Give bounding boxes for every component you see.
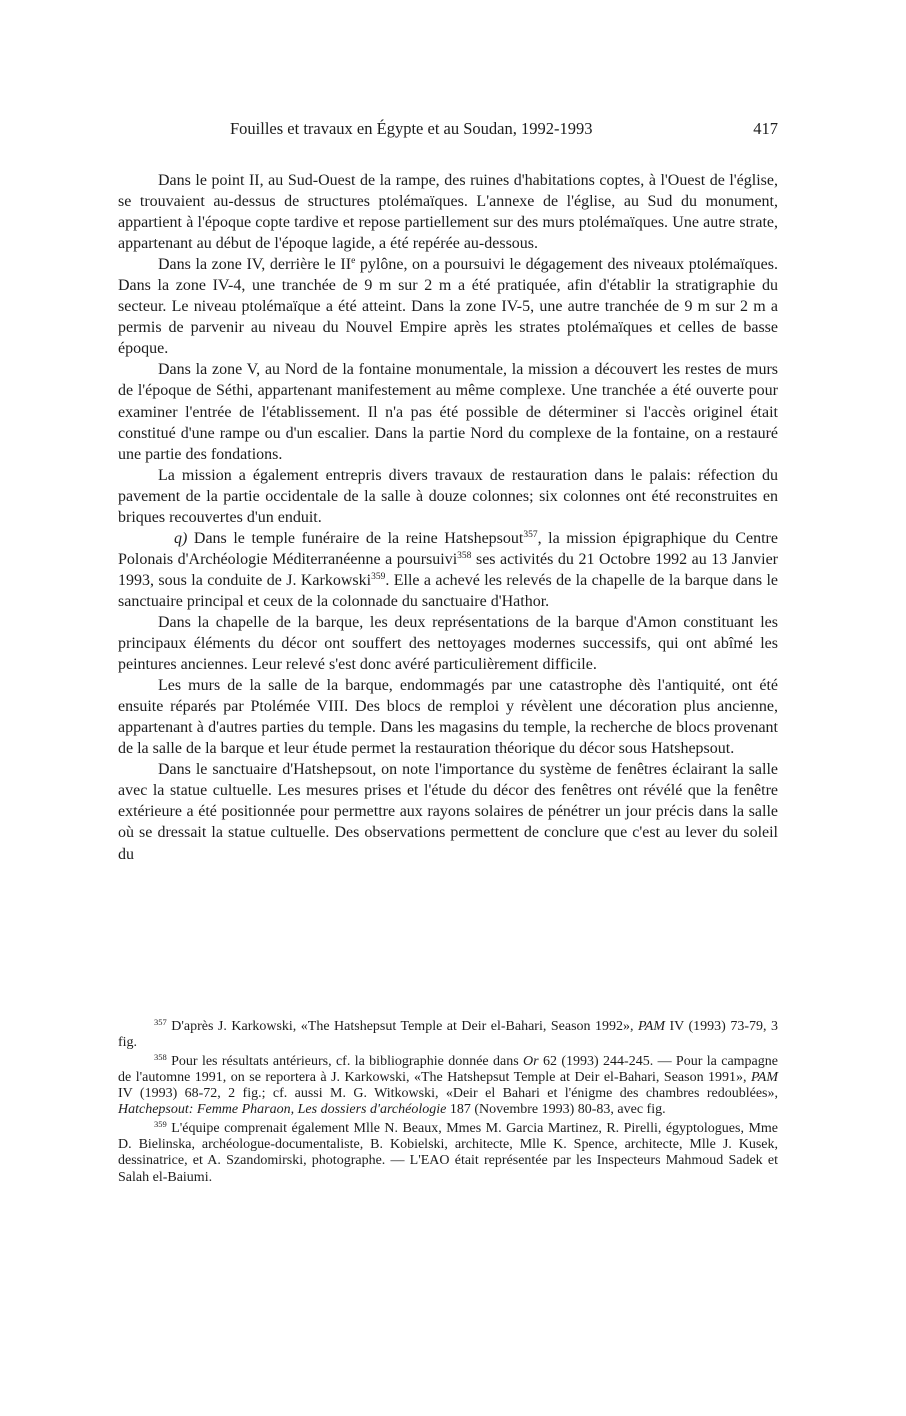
paragraph-chapelle-barque: Dans la chapelle de la barque, les deux représentations de la barque d'Amon constituant les principaux éléments du décor ont souffert des nettoyages modernes successifs, qui ont abîmé les peintures anciennes. Leur relevé s'est donc avéré particulièrement difficile. <box>118 613 778 674</box>
section-marker: q) <box>174 529 188 547</box>
text-run: 62 (1993) 244-245. — Pour la campagne de l'automne 1991, on se reportera à J. Karkowski, «The Hatshepsut Temple at Deir el-Bahari, Season 1991», <box>118 1053 778 1085</box>
journal-title: Hatchepsout: Femme Pharaon, Les dossiers d'archéologie <box>118 1102 447 1118</box>
running-title: Fouilles et travaux en Égypte et au Soudan, 1992-1993 <box>230 119 593 138</box>
footnote-ref-358[interactable]: 358 <box>457 550 472 561</box>
paragraph-hatshepsout-temple <box>118 528 778 612</box>
text-run: D'après J. Karkowski, «The Hatshepsut Temple at Deir el-Bahari, Season 1992», <box>166 1019 639 1034</box>
text-run: IV (1993) 68-72, 2 fig.; cf. aussi M. G. Witkowski, «Deir el Bahari et l'énigme des chambres redoublées», <box>118 1086 778 1102</box>
footnote-number: 357 <box>154 1017 167 1027</box>
text-run: pylône, on a poursuivi le dégagement des niveaux ptolémaïques. Dans la zone IV-4, une tranchée de 9 m sur 2 m a été pratiquée, afin d'établir la stratigraphie du secteur. Le niveau ptolémaïque a été atteint. Dans la zone IV-5, une autre tranchée de 9 m sur 2 m a permis de parvenir au niveau du Nouvel Empire après les strates ptolémaïques et celles de basse époque. <box>118 256 779 358</box>
paragraph-sanctuaire: Dans le sanctuaire d'Hatshepsout, on note l'importance du système de fenêtres éclairant la salle avec la statue cultuelle. Les mesures prises et l'étude du décor des fenêtres ont révélé que la fenêtre extérieure a été positionnée pour permettre aux rayons solaires de pénétrer un jour précis dans la salle où se dressait la statue cultuelle. Des observations permettent de conclure que c'est au lever du soleil du <box>118 761 778 863</box>
text-run: IV (1993) 73-79, 3 fig. <box>118 1019 778 1051</box>
text-run: ses activités du 21 Octobre 1992 au 13 Janvier 1993, sous la conduite de J. Karkowski <box>118 550 778 589</box>
footnotes <box>118 1019 778 1188</box>
text-run: , la mission épigraphique du Centre Polonais d'Archéologie Méditerranéenne a poursuivi <box>118 529 778 568</box>
paragraph-zone-v: Dans la zone V, au Nord de la fontaine monumentale, la mission a découvert les restes de murs de l'époque de Séthi, appartenant manifestement au même complexe. Une tranchée a été ouverte pour examiner l'entrée de l'établissement. Il n'a pas été possible de déterminer si l'accès originel était constitué d'une rampe ou d'un escalier. Dans la partie Nord du complexe de la fontaine, on a restauré une partie des fondations. <box>118 361 778 463</box>
footnote-number: 359 <box>154 1118 167 1129</box>
text-run: 187 (Novembre 1993) 80-83, avec fig. <box>446 1102 666 1118</box>
body-text <box>118 170 778 865</box>
text-run: . Elle a achevé les relevés de la chapelle de la barque dans le sanctuaire principal et ceux de la colonnade du sanctuaire d'Hathor. <box>118 571 778 610</box>
journal-title: PAM <box>638 1019 665 1034</box>
paragraph-murs-salle: Les murs de la salle de la barque, endommagés par une catastrophe dès l'antiquité, ont été ensuite réparés par Ptolémée VIII. Des blocs de remploi y révèlent une décoration plus ancienne, appartenant à d'autres parties du temple. Dans les magasins du temple, la recherche de blocs provenant de la salle de la barque et leur étude permet la restauration théorique du décor sous Hatshepsout. <box>118 677 778 758</box>
paragraph-zone-iv <box>118 254 778 359</box>
superscript: e <box>351 256 356 267</box>
footnote-358 <box>118 1051 778 1119</box>
footnote-ref-359[interactable]: 359 <box>371 571 386 582</box>
journal-title: Or <box>523 1053 539 1069</box>
text-run: Pour les résultats antérieurs, cf. la bibliographie donnée dans <box>166 1053 524 1069</box>
footnote-357 <box>118 1019 778 1052</box>
paragraph-restauration: La mission a également entrepris divers travaux de restauration dans le palais: réfection du pavement de la partie occidentale de la salle à douze colonnes; six colonnes ont été reconstruites en briques recouvertes d'un enduit. <box>118 466 778 526</box>
footnote-359 <box>118 1118 778 1186</box>
footnote-ref-357[interactable]: 357 <box>523 529 538 540</box>
text-run: Dans le temple funéraire de la reine Hatshepsout <box>187 529 524 547</box>
page-number: 417 <box>753 119 778 138</box>
paragraph-point-ii: Dans le point II, au Sud-Ouest de la rampe, des ruines d'habitations coptes, à l'Ouest de l'église, se trouvaient au-dessus de structures ptolémaïques. L'annexe de l'église, au Sud du monument, appartient à l'époque copte tardive et repose partiellement sur des murs ptolémaïques. Une autre strate, appartenant au début de l'époque lagide, a été repérée au-dessous. <box>118 172 778 253</box>
journal-title: PAM <box>751 1069 778 1085</box>
text-run: Dans la zone IV, derrière le II <box>158 256 352 274</box>
text-run: L'équipe comprenait également Mlle N. Beaux, Mmes M. Garcia Martinez, R. Pirelli, égyptologues, Mme D. Bielinska, archéologue-documentaliste, B. Kobielski, architecte, Mlle K. Spence, architecte, Mlle J. Kusek, dessinatrice, et A. Szandomirski, photographe. — L'EAO était représentée par les Inspecteurs Mahmoud Sadek et Salah el-Baiumi. <box>118 1120 778 1185</box>
footnote-number: 358 <box>154 1051 167 1062</box>
